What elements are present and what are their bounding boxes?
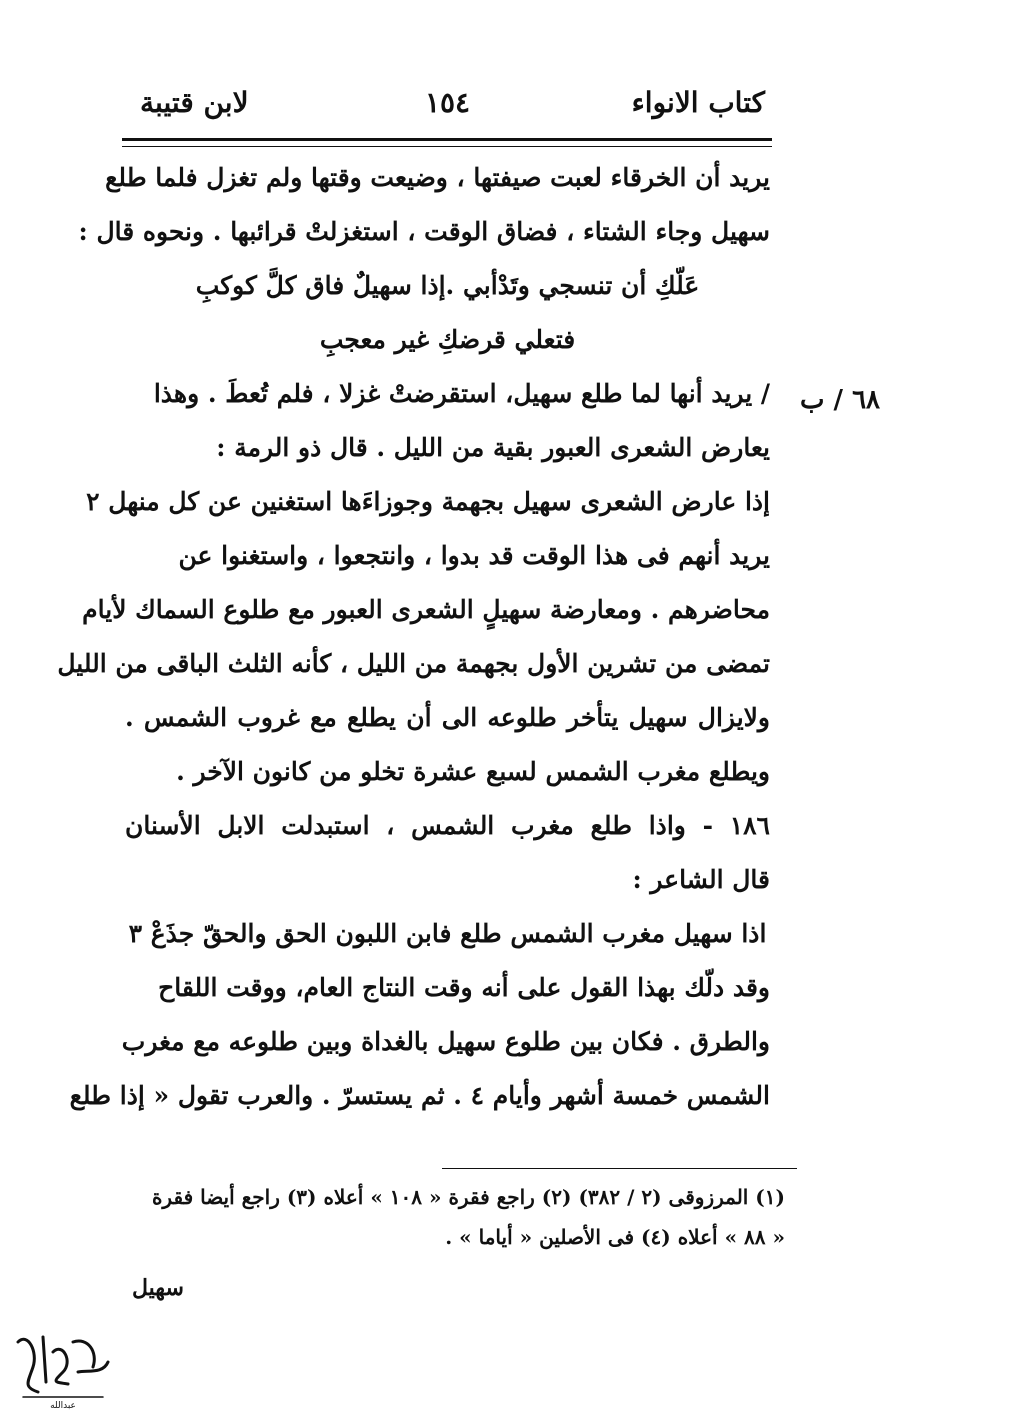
text-line: قال الشاعر : xyxy=(632,865,770,894)
library-stamp-icon xyxy=(8,1312,118,1412)
text-line: يريد أن الخرقاء لعبت صيفتها ، وضيعت وقتها ولم تغزل فلما طلع xyxy=(105,163,770,192)
text-line: يريد أنهم فى هذا الوقت قد بدوا ، وانتجعوا ، واستغنوا عن xyxy=(178,541,770,570)
header-rule-thin xyxy=(122,146,772,147)
text-line: ١٨٦ - واذا طلع مغرب الشمس ، استبدلت الابل الأسنان xyxy=(125,811,770,840)
text-line: ولايزال سهيل يتأخر طلوعه الى أن يطلع مع غروب الشمس . xyxy=(125,703,770,732)
catchword: سهيل xyxy=(132,1275,184,1301)
book-title: كتاب الانواء xyxy=(631,86,765,119)
text-line: محاضرهم . ومعارضة سهيلٍ الشعرى العبور مع طلوع السماك لأيام xyxy=(82,595,770,624)
text-line: وقد دلّك بهذا القول على أنه وقت النتاج العام، ووقت اللقاح xyxy=(158,973,770,1002)
folio-marginal-note: ٦٨ / ب xyxy=(799,385,880,415)
header-rule-thick xyxy=(122,138,772,141)
verse-line: اذا سهيل مغرب الشمس طلع فابن اللبون الحق والحقّ جذَعْ ٣ xyxy=(128,919,767,948)
text-line: الشمس خمسة أشهر وأيام ٤ . ثم يستسرّ . والعرب تقول « إذا طلع xyxy=(69,1081,770,1110)
text-line: / يريد أنها لما طلع سهيل، استقرضتْ غزلا ، فلم تُعطَ . وهذا xyxy=(153,379,770,408)
verse-line: إذا عارض الشعرى سهيل بجهمة وجوزاءَها استغنين عن كل منهل ٢ xyxy=(86,487,770,516)
text-line: والطرق . فكان بين طلوع سهيل بالغداة وبين طلوعه مع مغرب xyxy=(121,1027,770,1056)
verse-line: فتعلي قرضكِ غير معجبِ xyxy=(319,325,576,354)
text-line: يعارض الشعرى العبور بقية من الليل . قال ذو الرمة : xyxy=(216,433,770,462)
verse-line: عَلّكِ أن تنسجي وتَدْأبي .إذا سهيلٌ فاق كلَّ كوكبِ xyxy=(195,271,700,300)
author-name: لابن قتيبة xyxy=(140,86,249,119)
svg-text:عبدالله: عبدالله xyxy=(50,1401,76,1411)
footnote-line: (١) المرزوقى (٢ / ٣٨٢) (٢) راجع فقرة « ١٠٨ » أعلاه (٣) راجع أيضا فقرة xyxy=(151,1185,785,1209)
text-line: ويطلع مغرب الشمس لسبع عشرة تخلو من كانون الآخر . xyxy=(176,757,770,786)
footnote-rule xyxy=(442,1168,797,1169)
text-line: سهيل وجاء الشتاء ، فضاق الوقت ، استغزلتْ قرائبها . ونحوه قال : xyxy=(78,217,770,246)
running-header xyxy=(120,78,775,128)
footnote-line: « ٨٨ » أعلاه (٤) فى الأصلين « أياما » . xyxy=(445,1225,785,1249)
page-number: ١٥٤ xyxy=(424,86,471,119)
text-line: تمضى من تشرين الأول بجهمة من الليل ، كأنه الثلث الباقى من الليل xyxy=(57,649,770,678)
